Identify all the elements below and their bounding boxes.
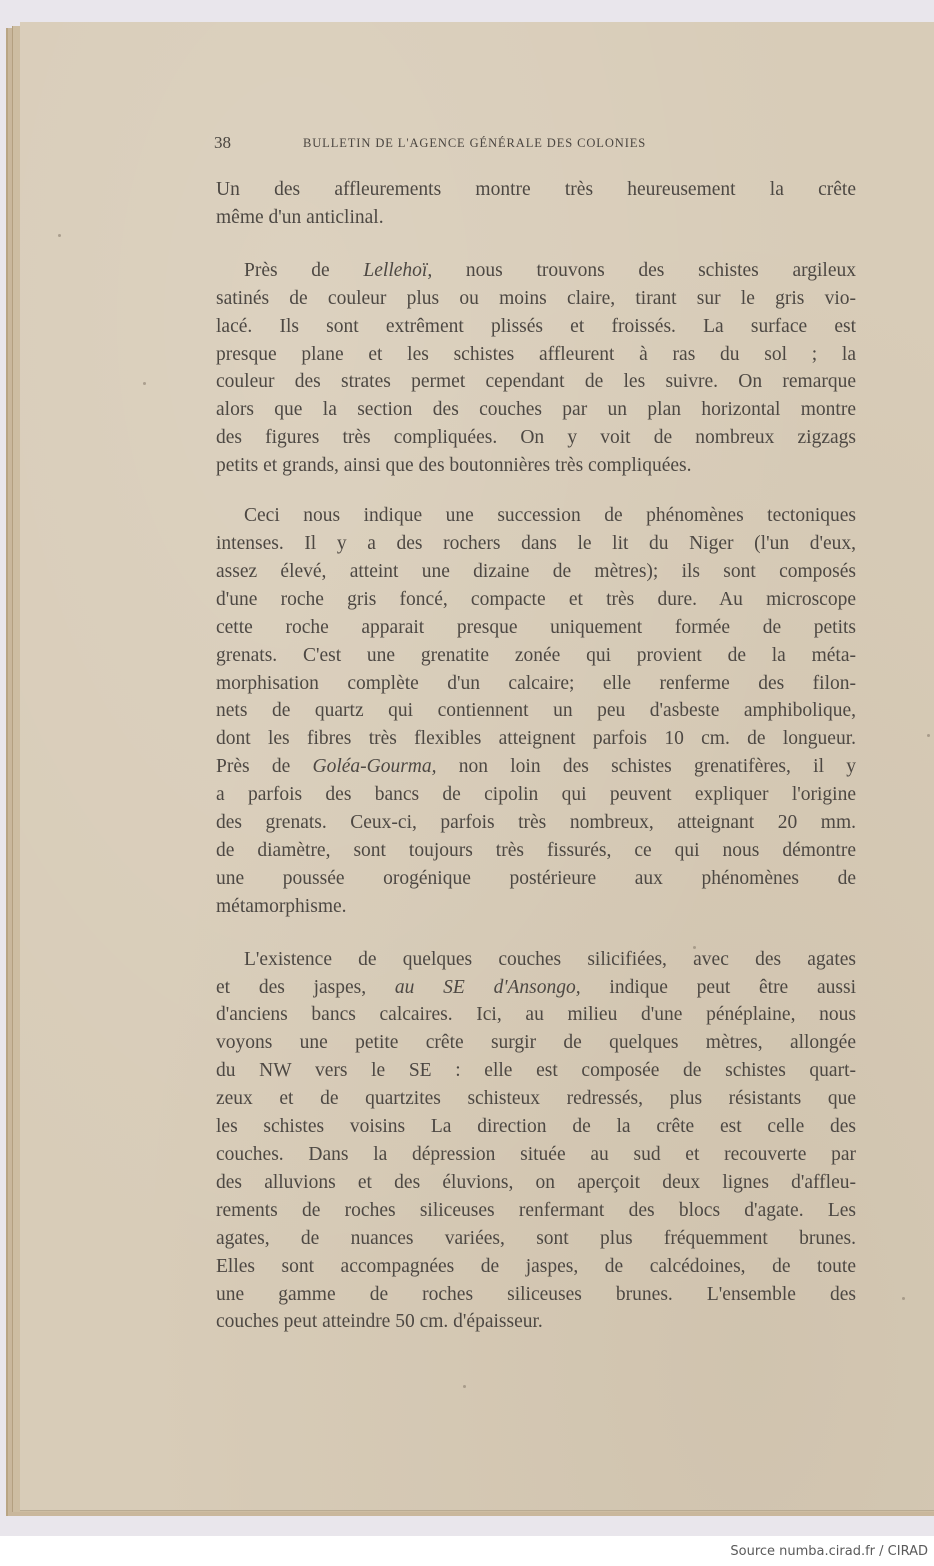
- text-line: assez élevé, atteint une dizaine de mètres); ils sont composés: [216, 560, 856, 582]
- text-line: couches peut atteindre 50 cm. d'épaisseur.: [216, 1311, 543, 1333]
- text-line: des figures très compliquées. On y voit de nombreux zigzags: [216, 427, 856, 449]
- paper-speck: [463, 1385, 466, 1388]
- text-line: zeux et de quartzites schisteux redressés, plus résistants que: [216, 1088, 856, 1110]
- text-line: Ceci nous indique une succession de phénomènes tectoniques: [244, 505, 856, 527]
- text-line: dont les fibres très flexibles atteignent parfois 10 cm. de longueur.: [216, 728, 856, 750]
- text-line: les schistes voisins La direction de la crête est celle des: [216, 1116, 856, 1138]
- paper-speck: [927, 734, 930, 737]
- text-line: satinés de couleur plus ou moins claire, tirant sur le gris vio-: [216, 287, 856, 309]
- text-line: d'anciens bancs calcaires. Ici, au milieu d'une pénéplaine, nous: [216, 1004, 856, 1026]
- paragraph-gap: [216, 480, 856, 502]
- paragraph-3: [216, 502, 856, 921]
- paper-speck: [58, 234, 61, 237]
- text-line: et des jaspes, au SE d'Ansongo, indique peut être aussi: [216, 976, 856, 998]
- text-line: Elles sont accompagnées de jaspes, de calcédoines, de toute: [216, 1255, 856, 1277]
- text-line: des grenats. Ceux-ci, parfois très nombreux, atteignant 20 mm.: [216, 812, 856, 834]
- italic-place-name: Goléa-Gourma,: [312, 756, 437, 778]
- text-line: presque plane et les schistes affleurent à ras du sol ; la: [216, 343, 856, 365]
- text-line: d'une roche gris foncé, compacte et très dure. Au microscope: [216, 588, 856, 610]
- paragraph-gap: [216, 232, 856, 257]
- running-title: BULLETIN DE L'AGENCE GÉNÉRALE DES COLONIES: [303, 136, 647, 150]
- italic-place-name: Lellehoï,: [363, 259, 433, 281]
- paragraph-2: [216, 257, 856, 480]
- text-line: des alluvions et des éluvions, on aperçoit deux lignes d'affleu-: [216, 1171, 856, 1193]
- paragraph-4: [216, 946, 856, 1337]
- text-line: du NW vers le SE : elle est composée de schistes quart-: [216, 1060, 856, 1082]
- body-text: [216, 176, 856, 1336]
- text-line: Un des affleurements montre très heureusement la crête: [216, 179, 856, 200]
- text-line: Près de Goléa-Gourma, non loin des schistes grenatifères, il y: [216, 756, 856, 778]
- text-line: lacé. Ils sont extrêment plissés et froissés. La surface est: [216, 315, 856, 337]
- text-line: de diamètre, sont toujours très fissurés, ce qui nous démontre: [216, 839, 856, 861]
- text-line: a parfois des bancs de cipolin qui peuvent expliquer l'origine: [216, 784, 856, 806]
- text-line: intenses. Il y a des rochers dans le lit du Niger (l'un d'eux,: [216, 532, 856, 554]
- text-line: grenats. C'est une grenatite zonée qui provient de la méta-: [216, 644, 856, 666]
- text-line: nets de quartz qui contiennent un peu d'asbeste amphibolique,: [216, 700, 856, 722]
- text-line: alors que la section des couches par un plan horizontal montre: [216, 399, 856, 421]
- paper-speck: [902, 1297, 905, 1300]
- text-line: Près de Lellehoï, nous trouvons des schistes argileux: [244, 259, 856, 281]
- text-line: couches. Dans la dépression située au sud et recouverte par: [216, 1144, 856, 1165]
- text-line: couleur des strates permet cependant de les suivre. On remarque: [216, 371, 856, 393]
- text-line: une poussée orogénique postérieure aux phénomènes de: [216, 867, 856, 889]
- page-number: 38: [214, 133, 231, 152]
- text-line: cette roche apparait presque uniquement formée de petits: [216, 616, 856, 638]
- text-line: même d'un anticlinal.: [216, 206, 384, 228]
- text-line: petits et grands, ainsi que des boutonnières très compliquées.: [216, 455, 692, 477]
- paper-speck: [143, 382, 146, 385]
- source-credit: Source numba.cirad.fr / CIRAD: [730, 1544, 928, 1559]
- text-line: voyons une petite crête surgir de quelques mètres, allongée: [216, 1032, 856, 1054]
- italic-place-name: au SE d'Ansongo,: [394, 976, 581, 998]
- text-line: L'existence de quelques couches silicifiées, avec des agates: [244, 948, 856, 970]
- text-line: rements de roches siliceuses renfermant des blocs d'agate. Les: [216, 1199, 856, 1221]
- paragraph-1: [216, 176, 856, 232]
- text-line: métamorphisme.: [216, 895, 347, 917]
- text-line: morphisation complète d'un calcaire; elle renferme des filon-: [216, 672, 856, 694]
- paragraph-gap: [216, 921, 856, 946]
- running-header: [214, 133, 754, 155]
- text-line: agates, de nuances variées, sont plus fréquemment brunes.: [216, 1227, 856, 1249]
- text-line: une gamme de roches siliceuses brunes. L'ensemble des: [216, 1283, 856, 1305]
